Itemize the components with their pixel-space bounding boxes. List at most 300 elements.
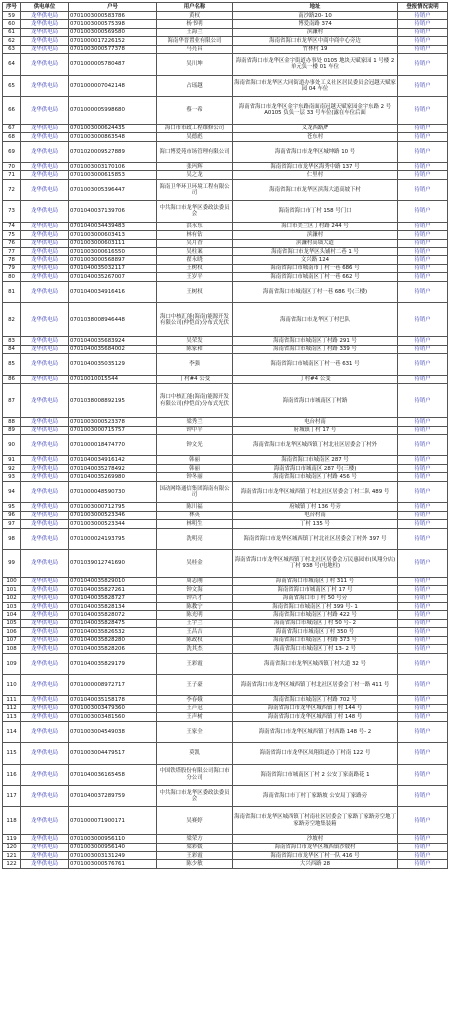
table-row	[3, 163, 448, 171]
customer-name-cell: 黄权	[157, 12, 233, 20]
row-number-cell: 73	[3, 201, 21, 222]
row-number-cell: 72	[3, 179, 21, 200]
status-cell: 待销户	[398, 281, 448, 302]
row-number-cell: 120	[3, 843, 21, 851]
customer-name-cell: 中共海口市龙华区委政法委员会	[157, 201, 233, 222]
customer-name-cell: 吴赛婷	[157, 807, 233, 835]
customer-name-cell: 吴荣发	[157, 337, 233, 345]
status-cell: 待销户	[398, 337, 448, 345]
account-number-cell: 0701040035267007	[69, 273, 157, 281]
customer-name-cell: 吴月香	[157, 239, 233, 247]
supply-unit-cell: 龙华供电局	[21, 273, 69, 281]
customer-name-cell: 洗明亮	[157, 528, 233, 549]
table-row	[3, 835, 448, 843]
supply-unit-cell: 龙华供电局	[21, 653, 69, 674]
table-row	[3, 435, 448, 456]
table-row	[3, 222, 448, 230]
row-number-cell: 111	[3, 696, 21, 704]
address-cell: 滨濂村	[233, 231, 398, 239]
customer-name-cell: 王彩霞	[157, 653, 233, 674]
account-number-cell: 0701040035828727	[69, 594, 157, 602]
row-number-cell: 118	[3, 807, 21, 835]
customer-name-cell: 陈少敏	[157, 860, 233, 868]
table-row	[3, 337, 448, 345]
supply-unit-cell: 龙华供电局	[21, 675, 69, 696]
status-cell: 待销户	[398, 764, 448, 785]
address-cell: 海南省海口市城南区 287 号(三楼)	[233, 464, 398, 472]
supply-unit-cell: 龙华供电局	[21, 256, 69, 264]
customer-name-cell: 国动网络通信集团海南有限公司	[157, 481, 233, 502]
account-number-cell: 0701040035828206	[69, 645, 157, 653]
customer-name-cell: 梁彩媛	[157, 843, 233, 851]
status-cell: 待销户	[398, 256, 448, 264]
account-number-cell: 0701000005780487	[69, 54, 157, 75]
row-number-cell: 62	[3, 37, 21, 45]
account-number-cell: 0701000017226152	[69, 37, 157, 45]
record-sheet	[2, 2, 447, 869]
supply-unit-cell: 龙华供电局	[21, 222, 69, 230]
table-row	[3, 619, 448, 627]
address-cell: 府城镇丁村 136 号旁	[233, 503, 398, 511]
table-row	[3, 473, 448, 481]
address-cell: 海南省海口市城南区丁村 13- 2 号	[233, 645, 398, 653]
status-cell: 待销户	[398, 721, 448, 742]
status-cell: 待销户	[398, 603, 448, 611]
row-number-cell: 75	[3, 231, 21, 239]
status-cell: 待销户	[398, 418, 448, 426]
address-cell: 海南省海口市城南区丁村一巷 662 号	[233, 273, 398, 281]
supply-unit-cell: 龙华供电局	[21, 628, 69, 636]
customer-name-cell: 海南卫华环卫环境工程有限公司	[157, 179, 233, 200]
address-cell: 海南省海口市城南区丁村一巷 631 号	[233, 354, 398, 375]
account-number-cell: 0701003005396447	[69, 179, 157, 200]
row-number-cell: 100	[3, 577, 21, 585]
row-number-cell: 74	[3, 222, 21, 230]
supply-unit-cell: 龙华供电局	[21, 807, 69, 835]
row-number-cell: 105	[3, 619, 21, 627]
row-number-cell: 106	[3, 628, 21, 636]
account-number-cell: 0701003000583786	[69, 12, 157, 20]
supply-unit-cell: 龙华供电局	[21, 713, 69, 721]
address-cell: 海南省海口市龙华区城西镇丁村南社区居委会丁家路丁家路旁空地丁家路旁空地集装箱	[233, 807, 398, 835]
customer-name-cell: 钟中平	[157, 426, 233, 434]
account-number-cell: 0701003000603413	[69, 231, 157, 239]
table-row	[3, 594, 448, 602]
status-cell: 待销户	[398, 704, 448, 712]
customer-name-cell: 吴之龙	[157, 171, 233, 179]
address-cell: 滨濂村	[233, 28, 398, 36]
status-cell: 待销户	[398, 713, 448, 721]
customer-name-cell: 洗其杰	[157, 645, 233, 653]
status-cell: 待销户	[398, 222, 448, 230]
status-cell: 待销户	[398, 653, 448, 674]
status-cell: 待销户	[398, 239, 448, 247]
table-row	[3, 645, 448, 653]
status-cell: 待销户	[398, 20, 448, 28]
supply-unit-cell: 龙华供电局	[21, 163, 69, 171]
customer-name-cell: 王树权	[157, 281, 233, 302]
supply-unit-cell: 龙华供电局	[21, 375, 69, 383]
customer-name-cell: 杨书明	[157, 20, 233, 28]
table-row	[3, 577, 448, 585]
customer-name-cell: 海口中核汇能(海南)能源开发有限公司(仲恺首)分布式光伏	[157, 303, 233, 337]
table-row	[3, 264, 448, 272]
address-cell: 海南省海口市城南区丁村 17 号	[233, 586, 398, 594]
status-cell: 待销户	[398, 456, 448, 464]
table-row	[3, 653, 448, 674]
address-cell: 海南省海口市龙华区城西镇丁村北社区居委会丁村一路 411 号	[233, 675, 398, 696]
status-cell: 待销户	[398, 645, 448, 653]
account-number-cell: 0701003000715757	[69, 426, 157, 434]
account-number-cell: 0701003000575398	[69, 20, 157, 28]
account-number-cell: 0701003000523378	[69, 418, 157, 426]
table-row	[3, 743, 448, 764]
supply-unit-cell: 龙华供电局	[21, 785, 69, 806]
address-cell: 海南省海口市龙华区城西镇丁村西路 148 号- 2	[233, 721, 398, 742]
status-cell: 待销户	[398, 303, 448, 337]
supply-unit-cell: 龙华供电局	[21, 473, 69, 481]
row-number-cell: 85	[3, 354, 21, 375]
address-cell: 丁村 135 号	[233, 520, 398, 528]
account-number-cell: 0701003000569580	[69, 28, 157, 36]
status-cell: 待销户	[398, 835, 448, 843]
customer-name-cell: 钟文光	[157, 435, 233, 456]
records-table	[2, 2, 448, 869]
address-cell: 海南省海口市城南区丁村路 456 号	[233, 473, 398, 481]
supply-unit-cell: 龙华供电局	[21, 528, 69, 549]
table-row	[3, 549, 448, 577]
row-number-cell: 71	[3, 171, 21, 179]
customer-name-cell: 海南华晋置业有限公司	[157, 37, 233, 45]
customer-name-cell: 林明生	[157, 520, 233, 528]
table-row	[3, 12, 448, 20]
address-cell: 仁里村	[233, 171, 398, 179]
row-number-cell: 104	[3, 611, 21, 619]
account-number-cell: 0701040035827261	[69, 586, 157, 594]
table-row	[3, 281, 448, 302]
row-number-cell: 60	[3, 20, 21, 28]
status-cell: 待销户	[398, 375, 448, 383]
table-row	[3, 586, 448, 594]
status-cell: 待销户	[398, 611, 448, 619]
row-number-cell: 121	[3, 851, 21, 859]
row-number-cell: 92	[3, 464, 21, 472]
account-number-cell: 0701038008892195	[69, 384, 157, 418]
account-number-cell: 0701003000523346	[69, 511, 157, 519]
address-cell: 海南省海口市龙华区城西镇丁村北社区居委会万民惠园市(凤翔分店)丁村 938 号(电地柱)	[233, 549, 398, 577]
customer-name-cell: 中共海口市龙华区委政法委员会	[157, 785, 233, 806]
address-cell: 大兴西路 28	[233, 860, 398, 868]
supply-unit-cell: 龙华供电局	[21, 696, 69, 704]
customer-name-cell: 陈政权	[157, 636, 233, 644]
table-row	[3, 54, 448, 75]
status-cell: 待销户	[398, 851, 448, 859]
header-status: 登报情况说明	[398, 3, 448, 12]
address-cell: 海口市美兰区丁村路 244 号	[233, 222, 398, 230]
customer-name-cell: 陈川福	[157, 503, 233, 511]
supply-unit-cell: 龙华供电局	[21, 37, 69, 45]
account-number-cell: 0701003000624435	[69, 124, 157, 132]
table-row	[3, 231, 448, 239]
account-number-cell: 0701000071900171	[69, 807, 157, 835]
supply-unit-cell: 龙华供电局	[21, 124, 69, 132]
row-number-cell: 109	[3, 653, 21, 674]
address-cell: 海南省海口市龙华区城坤路 10 号	[233, 141, 398, 162]
supply-unit-cell: 龙华供电局	[21, 481, 69, 502]
address-cell: 海南省海口市龙华区金宇街道办事处 0105 地块天赋家园 1 号楼 2 单元负一楼 01 车位	[233, 54, 398, 75]
status-cell: 待销户	[398, 133, 448, 141]
address-cell: 海南省海口市城南区丁村一巷 686 号(三楼)	[233, 281, 398, 302]
status-cell: 待销户	[398, 163, 448, 171]
customer-name-cell: 王树权	[157, 264, 233, 272]
address-cell: 海南省海口市城南区丁村路 339 号	[233, 345, 398, 353]
address-cell: 海南省海口市龙华区大同街道办事处工义社区居民委员会冠越天赋家园 04 车位	[233, 75, 398, 96]
customer-name-cell: 陈教宁	[157, 603, 233, 611]
account-number-cell: 0701040035158178	[69, 696, 157, 704]
account-number-cell: 0701040035828475	[69, 619, 157, 627]
customer-name-cell: 马亮昌	[157, 45, 233, 53]
account-number-cell: 0701003000603111	[69, 239, 157, 247]
supply-unit-cell: 龙华供电局	[21, 586, 69, 594]
address-cell: 文兴路 124	[233, 256, 398, 264]
supply-unit-cell: 龙华供电局	[21, 384, 69, 418]
table-row	[3, 520, 448, 528]
supply-unit-cell: 龙华供电局	[21, 264, 69, 272]
supply-unit-cell: 龙华供电局	[21, 171, 69, 179]
address-cell: 海南省海口市龙华区中商中商中心旁边	[233, 37, 398, 45]
table-row	[3, 785, 448, 806]
row-number-cell: 70	[3, 163, 21, 171]
table-row	[3, 133, 448, 141]
supply-unit-cell: 龙华供电局	[21, 303, 69, 337]
customer-name-cell: 钟兴才	[157, 594, 233, 602]
status-cell: 待销户	[398, 45, 448, 53]
row-number-cell: 80	[3, 273, 21, 281]
address-cell: 海南省海口市龙华区城西镇丁村北社区居委会丁村二队 489 号	[233, 481, 398, 502]
row-number-cell: 67	[3, 124, 21, 132]
address-cell: 义龙西路/F	[233, 124, 398, 132]
address-cell: 海南省海口市龙华区城西镇沙坡村	[233, 843, 398, 851]
row-number-cell: 59	[3, 12, 21, 20]
row-number-cell: 86	[3, 375, 21, 383]
address-cell: 海南省海口市龙华区城西镇丁村 144 号	[233, 704, 398, 712]
table-row	[3, 418, 448, 426]
table-row	[3, 201, 448, 222]
header-unit: 供电单位	[21, 3, 69, 12]
customer-name-cell: 王声树	[157, 713, 233, 721]
account-number-cell: 0701000007042148	[69, 75, 157, 96]
customer-name-cell: 钟冬丽	[157, 473, 233, 481]
row-number-cell: 110	[3, 675, 21, 696]
table-row	[3, 248, 448, 256]
status-cell: 待销户	[398, 37, 448, 45]
row-number-cell: 102	[3, 594, 21, 602]
table-row	[3, 179, 448, 200]
header-no: 序号	[3, 3, 21, 12]
customer-name-cell: 海口中核汇能(海南)能源开发有限公司(仲恺首)分布式光伏	[157, 384, 233, 418]
address-cell: 海南省海口市龙华区金宇东路南面南冠越天赋家园金宇东路 2 号 A0105 负负一层 33 号车位(露在车位后面	[233, 96, 398, 124]
customer-name-cell: 吴德彪	[157, 133, 233, 141]
account-number-cell: 0701003000615853	[69, 171, 157, 179]
account-number-cell: 0701003003170106	[69, 163, 157, 171]
header-acct: 户号	[69, 3, 157, 12]
account-number-cell: 0701040035684002	[69, 345, 157, 353]
status-cell: 待销户	[398, 75, 448, 96]
row-number-cell: 77	[3, 248, 21, 256]
table-row	[3, 375, 448, 383]
customer-name-cell: 王昌吉	[157, 628, 233, 636]
address-cell: 电台村南	[233, 511, 398, 519]
customer-name-cell: 张玛辉	[157, 163, 233, 171]
customer-name-cell: 王家全	[157, 721, 233, 742]
row-number-cell: 99	[3, 549, 21, 577]
row-number-cell: 64	[3, 54, 21, 75]
customer-name-cell: 吴桂金	[157, 549, 233, 577]
row-number-cell: 78	[3, 256, 21, 264]
table-row	[3, 75, 448, 96]
address-cell: 海南省海口市龙华区滨海大道高坡下村	[233, 179, 398, 200]
supply-unit-cell: 龙华供电局	[21, 603, 69, 611]
account-number-cell: 0701003000616550	[69, 248, 157, 256]
supply-unit-cell: 龙华供电局	[21, 426, 69, 434]
customer-name-cell: 王岁平	[157, 273, 233, 281]
account-number-cell: 0701040035278492	[69, 464, 157, 472]
customer-name-cell: 林有钻	[157, 231, 233, 239]
row-number-cell: 82	[3, 303, 21, 337]
status-cell: 待销户	[398, 628, 448, 636]
account-number-cell: 0701003000577378	[69, 45, 157, 53]
row-number-cell: 112	[3, 704, 21, 712]
table-row	[3, 851, 448, 859]
account-number-cell: 0701000005998680	[69, 96, 157, 124]
account-number-cell: 0701040034916416	[69, 281, 157, 302]
row-number-cell: 97	[3, 520, 21, 528]
table-body	[3, 12, 448, 869]
address-cell: 海南省海口市城南区丁村路 422 号	[233, 611, 398, 619]
address-cell: 海南省海口市城南区 287 号	[233, 456, 398, 464]
status-cell: 待销户	[398, 28, 448, 36]
supply-unit-cell: 龙华供电局	[21, 239, 69, 247]
supply-unit-cell: 龙华供电局	[21, 835, 69, 843]
table-row	[3, 96, 448, 124]
account-number-cell: 0701003000576761	[69, 860, 157, 868]
status-cell: 待销户	[398, 696, 448, 704]
row-number-cell: 84	[3, 345, 21, 353]
row-number-cell: 119	[3, 835, 21, 843]
status-cell: 待销户	[398, 124, 448, 132]
supply-unit-cell: 龙华供电局	[21, 345, 69, 353]
customer-name-cell: 中国铁塔股份有限公司海口市分公司	[157, 764, 233, 785]
status-cell: 待销户	[398, 503, 448, 511]
row-number-cell: 117	[3, 785, 21, 806]
customer-name-cell: 王彩霞	[157, 851, 233, 859]
supply-unit-cell: 龙华供电局	[21, 141, 69, 162]
row-number-cell: 89	[3, 426, 21, 434]
customer-name-cell: 梁荣方	[157, 835, 233, 843]
supply-unit-cell: 龙华供电局	[21, 764, 69, 785]
address-cell: 滨濂村高墙大道	[233, 239, 398, 247]
account-number-cell: 07010010015544	[69, 375, 157, 383]
row-number-cell: 108	[3, 645, 21, 653]
supply-unit-cell: 龙华供电局	[21, 843, 69, 851]
account-number-cell: 0701000018474770	[69, 435, 157, 456]
table-row	[3, 28, 448, 36]
address-cell: 南沙路20- 10	[233, 12, 398, 20]
account-number-cell: 0701040034439483	[69, 222, 157, 230]
status-cell: 待销户	[398, 231, 448, 239]
account-number-cell: 0701020009527889	[69, 141, 157, 162]
customer-name-cell: 周志刚	[157, 577, 233, 585]
supply-unit-cell: 龙华供电局	[21, 354, 69, 375]
table-row	[3, 764, 448, 785]
row-number-cell: 69	[3, 141, 21, 162]
supply-unit-cell: 龙华供电局	[21, 611, 69, 619]
customer-name-cell: 王海兰	[157, 28, 233, 36]
row-number-cell: 103	[3, 603, 21, 611]
supply-unit-cell: 龙华供电局	[21, 594, 69, 602]
customer-name-cell: 丁村#4 公变	[157, 375, 233, 383]
account-number-cell: 0701000008972717	[69, 675, 157, 696]
address-cell: 海南省海口市龙华区头铺村二巷 1 号	[233, 248, 398, 256]
account-number-cell: 0701040035828280	[69, 636, 157, 644]
supply-unit-cell: 龙华供电局	[21, 248, 69, 256]
status-cell: 待销户	[398, 860, 448, 868]
customer-name-cell: 海口市市政工程维修公司	[157, 124, 233, 132]
address-cell: 海南省海口市城南区丁村 50 号- 2	[233, 619, 398, 627]
status-cell: 待销户	[398, 785, 448, 806]
table-row	[3, 426, 448, 434]
account-number-cell: 0701003003131249	[69, 851, 157, 859]
status-cell: 待销户	[398, 520, 448, 528]
account-number-cell: 0701003000712795	[69, 503, 157, 511]
address-cell: 府城镇丁村 17 号	[233, 426, 398, 434]
row-number-cell: 91	[3, 456, 21, 464]
status-cell: 待销户	[398, 481, 448, 502]
status-cell: 待销户	[398, 171, 448, 179]
status-cell: 待销户	[398, 511, 448, 519]
account-number-cell: 0701000048590730	[69, 481, 157, 502]
table-row	[3, 239, 448, 247]
row-number-cell: 90	[3, 435, 21, 456]
table-row	[3, 345, 448, 353]
status-cell: 待销户	[398, 473, 448, 481]
supply-unit-cell: 龙华供电局	[21, 54, 69, 75]
address-cell: 海南省海口市龙华区凤翔街道办丁村南 122 号	[233, 743, 398, 764]
table-row	[3, 481, 448, 502]
address-cell: 海南省海口市龙华区城西镇丁村北社区居委会丁村外	[233, 435, 398, 456]
table-row	[3, 124, 448, 132]
row-number-cell: 65	[3, 75, 21, 96]
customer-name-cell: 林英	[157, 511, 233, 519]
row-number-cell: 113	[3, 713, 21, 721]
status-cell: 待销户	[398, 384, 448, 418]
customer-name-cell: 翟永晓	[157, 256, 233, 264]
supply-unit-cell: 龙华供电局	[21, 133, 69, 141]
status-cell: 待销户	[398, 54, 448, 75]
status-cell: 待销户	[398, 345, 448, 353]
status-cell: 待销户	[398, 594, 448, 602]
supply-unit-cell: 龙华供电局	[21, 201, 69, 222]
customer-name-cell: 蔡一希	[157, 96, 233, 124]
account-number-cell: 0701038008946448	[69, 303, 157, 337]
row-number-cell: 81	[3, 281, 21, 302]
supply-unit-cell: 龙华供电局	[21, 464, 69, 472]
table-row	[3, 603, 448, 611]
address-cell: 海南省海口市龙华区丁村巴队	[233, 303, 398, 337]
customer-name-cell: 莫凯	[157, 743, 233, 764]
address-cell: 海南省海口市丁村 158 号门口	[233, 201, 398, 222]
table-row	[3, 503, 448, 511]
